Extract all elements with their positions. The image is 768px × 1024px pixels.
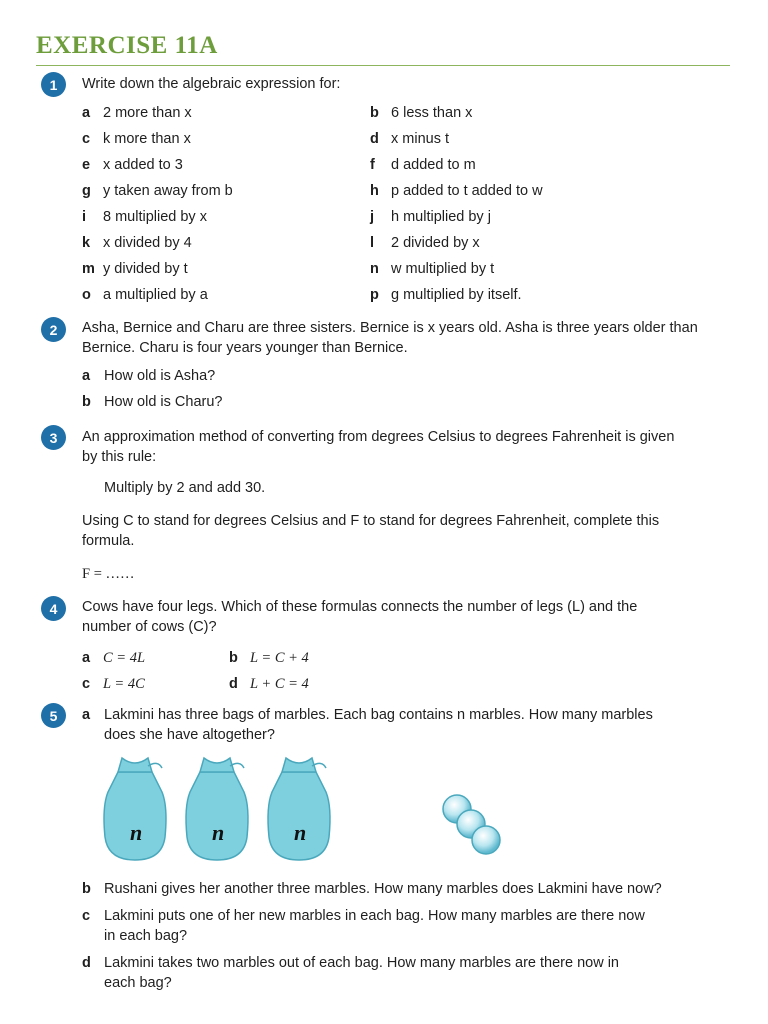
q1-item-label: b <box>370 105 379 121</box>
q5-a-line2: does she have altogether? <box>104 727 275 743</box>
q4-option-text: L = C + 4 <box>250 650 309 666</box>
q3-rule: Multiply by 2 and add 30. <box>104 480 266 496</box>
q3-line4: formula. <box>82 533 135 549</box>
q1-item-text: x divided by 4 <box>103 235 192 251</box>
q1-item-text: a multiplied by a <box>103 287 208 303</box>
q5-b-text: Rushani gives her another three marbles. How many marbles does Lakmini have now? <box>104 881 662 897</box>
q1-item-text: d added to m <box>391 157 476 173</box>
q1-item-label: m <box>82 261 95 277</box>
q2-line2: Bernice. Charu is four years younger than Bernice. <box>82 340 408 356</box>
q1-item-label: l <box>370 235 375 251</box>
q2-a-text: How old is Asha? <box>104 368 216 384</box>
q5-c-line2: in each bag? <box>104 928 188 944</box>
exercise-title: EXERCISE 11A <box>36 32 218 59</box>
q1-item-text: 2 divided by x <box>391 235 480 251</box>
q4-option-label: d <box>229 676 238 692</box>
title-divider <box>36 65 730 66</box>
q3-line3: Using C to stand for degrees Celsius and F to stand for degrees Fahrenheit, complete this <box>82 513 660 529</box>
q2-line1: Asha, Bernice and Charu are three sisters. Bernice is x years old. Asha is three years older than <box>82 320 698 336</box>
q4-line2: number of cows (C)? <box>82 619 217 635</box>
q5-b-label: b <box>82 881 91 897</box>
q2-b-text: How old is Charu? <box>104 394 223 410</box>
q1-item-label: c <box>82 131 91 147</box>
q4-option-label: b <box>229 650 238 666</box>
q1-item-text: w multiplied by t <box>391 261 495 277</box>
q4-option-text: L = 4C <box>103 676 145 692</box>
question-number-4: 4 <box>41 596 66 621</box>
q4-option-label: c <box>82 676 91 692</box>
q5-c-line1: Lakmini puts one of her new marbles in each bag. How many marbles are there now <box>104 908 645 924</box>
q1-item-label: e <box>82 157 91 173</box>
q5-d-line1: Lakmini takes two marbles out of each bag. How many marbles are there now in <box>104 955 619 971</box>
q1-item-text: g multiplied by itself. <box>391 287 522 303</box>
q1-item-label: p <box>370 287 379 303</box>
q4-option-label: a <box>82 650 91 666</box>
q1-item-text: x added to 3 <box>103 157 183 173</box>
question-number-1: 1 <box>41 72 66 97</box>
q5-a-line1: Lakmini has three bags of marbles. Each bag contains n marbles. How many marbles <box>104 707 653 723</box>
q1-prompt: Write down the algebraic expression for: <box>82 76 341 92</box>
q2-b-label: b <box>82 394 91 410</box>
bag-letter-2: n <box>212 820 225 845</box>
q3-formula: F = …… <box>82 566 135 582</box>
q1-item-label: o <box>82 287 91 303</box>
q1-item-label: i <box>82 209 87 225</box>
q1-item-text: y divided by t <box>103 261 188 277</box>
q5-c-label: c <box>82 908 91 924</box>
bag-letter-3: n <box>294 820 307 845</box>
q1-item-text: x minus t <box>391 131 450 147</box>
q4-option-text: C = 4L <box>103 650 146 666</box>
marbles-illustration <box>440 792 510 862</box>
marble-icon <box>472 826 500 854</box>
q1-item-text: 2 more than x <box>103 105 192 121</box>
marble-bags-illustration <box>100 752 340 867</box>
q3-line2: by this rule: <box>82 449 157 465</box>
q1-item-label: n <box>370 261 379 277</box>
q1-item-text: y taken away from b <box>103 183 233 199</box>
q1-item-text: k more than x <box>103 131 191 147</box>
q5-a-label: a <box>82 707 91 723</box>
q5-d-label: d <box>82 955 91 971</box>
q1-item-label: j <box>370 209 375 225</box>
q1-item-label: a <box>82 105 91 121</box>
q1-item-label: d <box>370 131 379 147</box>
q4-line1: Cows have four legs. Which of these formulas connects the number of legs (L) and the <box>82 599 638 615</box>
q4-option-text: L + C = 4 <box>250 676 309 692</box>
q3-line1: An approximation method of converting from degrees Celsius to degrees Fahrenheit is given <box>82 429 675 445</box>
q1-item-label: g <box>82 183 91 199</box>
q1-item-label: h <box>370 183 379 199</box>
q1-item-text: 8 multiplied by x <box>103 209 207 225</box>
q2-a-label: a <box>82 368 91 384</box>
q1-item-label: k <box>82 235 91 251</box>
q1-item-text: 6 less than x <box>391 105 473 121</box>
question-number-3: 3 <box>41 425 66 450</box>
bag-letter-1: n <box>130 820 143 845</box>
question-number-5: 5 <box>41 703 66 728</box>
q1-item-text: p added to t added to w <box>391 183 543 199</box>
question-number-2: 2 <box>41 317 66 342</box>
q1-item-text: h multiplied by j <box>391 209 491 225</box>
q5-d-line2: each bag? <box>104 975 172 991</box>
q1-item-label: f <box>370 157 375 173</box>
